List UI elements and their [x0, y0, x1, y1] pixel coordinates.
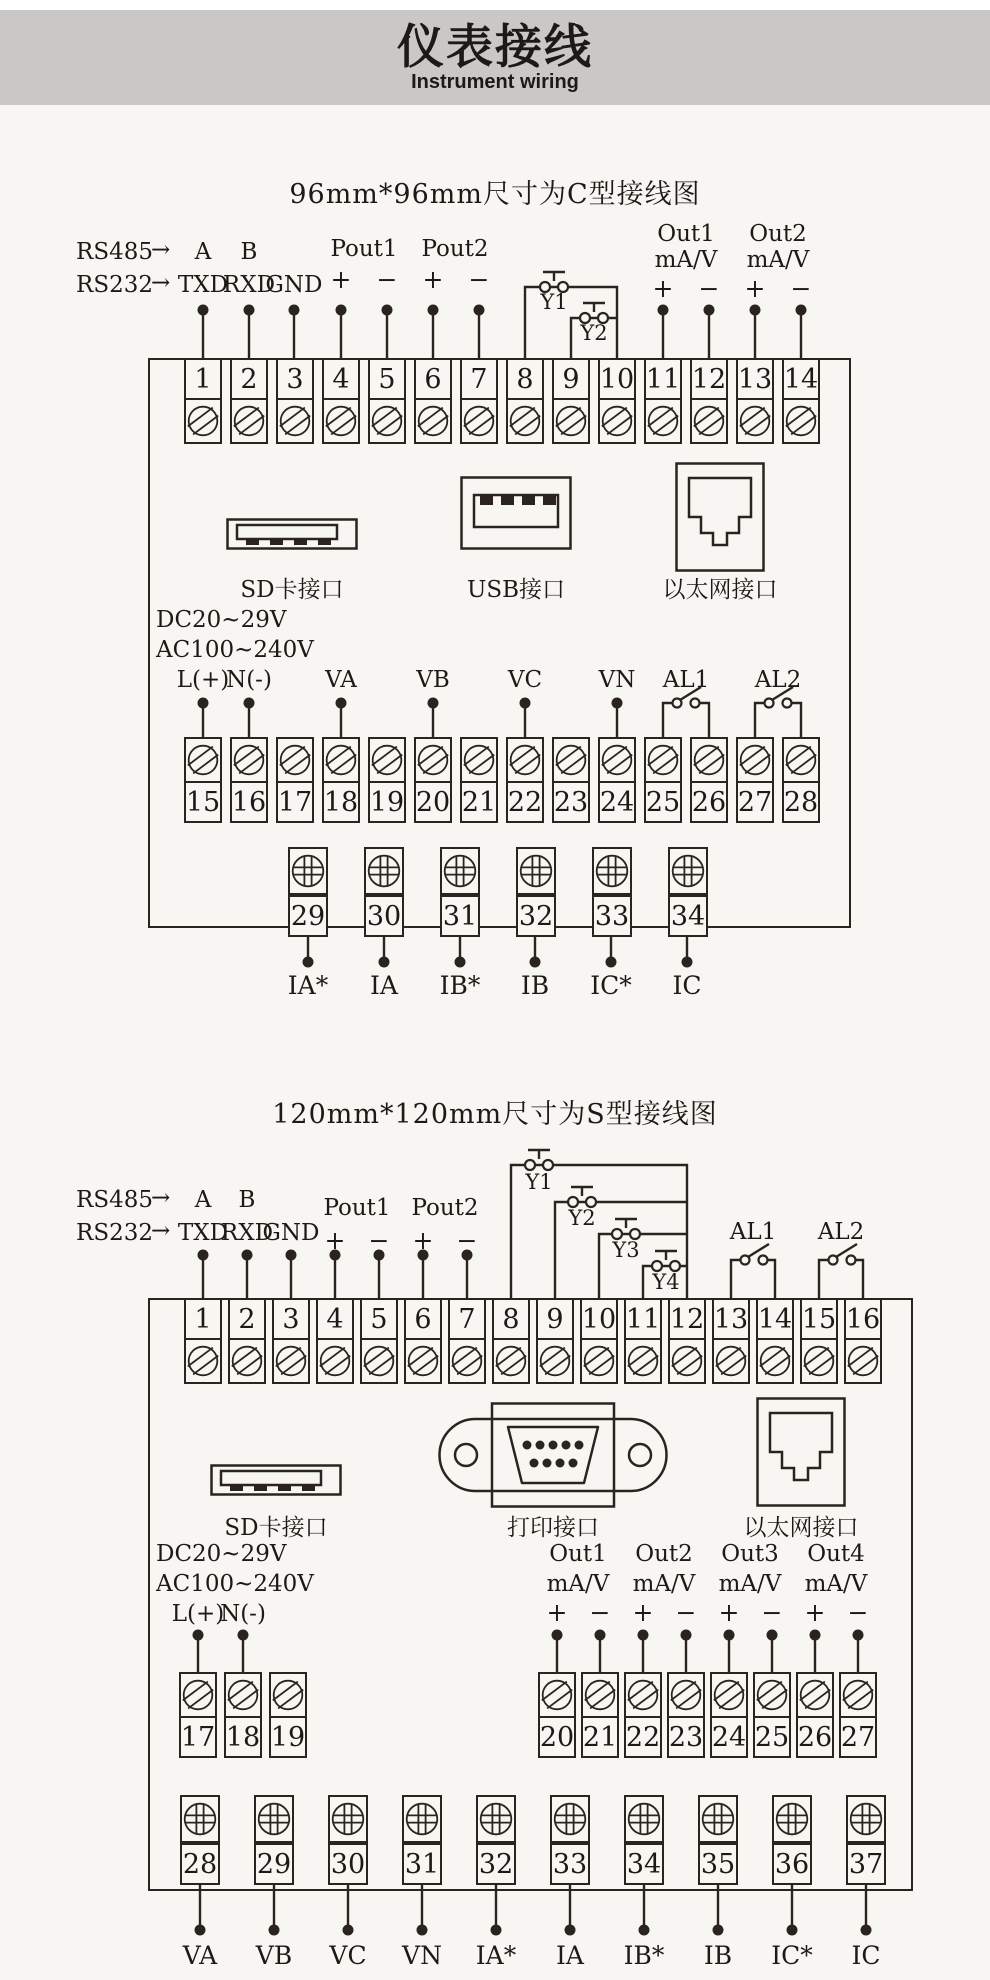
ct-label: IC	[672, 971, 702, 1000]
terminal-number: 5	[360, 1298, 398, 1340]
pout1-label: Pout1	[330, 236, 398, 262]
out1-unit: mA/V	[546, 1571, 610, 1597]
terminal-number: 34	[668, 895, 708, 937]
terminal-number: 18	[224, 1716, 262, 1758]
pout2-label: Pout2	[411, 1195, 479, 1221]
dc-power-label: DC20~29V	[156, 1541, 287, 1567]
terminal-number: 9	[536, 1298, 574, 1340]
relay-al1-icon	[663, 687, 709, 738]
al1-label: AL1	[662, 667, 710, 693]
out2-label: Out2	[749, 221, 807, 247]
terminal-number: 3	[276, 358, 314, 400]
terminal-number: 13	[736, 358, 774, 400]
al2-label: AL2	[817, 1219, 865, 1245]
terminal-number: 24	[710, 1716, 748, 1758]
minus-sign: −	[675, 1598, 697, 1627]
button-y1-label: Y1	[525, 1170, 553, 1194]
rs232-label: RS232	[76, 272, 153, 298]
sd-port-label: SD卡接口	[240, 577, 344, 603]
pin-label-txd: TXD	[177, 272, 229, 298]
ct-label: IB*	[439, 971, 481, 1000]
terminal-number: 28	[782, 781, 820, 823]
terminal-number: 22	[624, 1716, 662, 1758]
ct-label: IB	[703, 1941, 733, 1970]
pin-label-gnd: GND	[265, 272, 323, 298]
ct-label: VN	[402, 1941, 442, 1970]
diagram-s-type	[0, 1050, 990, 1980]
terminal-number: 9	[552, 358, 590, 400]
rs485-label: RS485	[76, 239, 153, 265]
plus-sign: +	[718, 1598, 740, 1627]
out1-unit: mA/V	[654, 247, 718, 273]
page-title: 仪表接线	[397, 20, 593, 73]
arrow-icon: →	[151, 237, 171, 263]
terminal-number: 25	[753, 1716, 791, 1758]
mid-wire-group	[193, 1630, 864, 1674]
ct-label: IC*	[771, 1941, 813, 1970]
dc-power-label: DC20~29V	[156, 607, 287, 633]
ct-label: IA	[370, 971, 398, 1000]
vc-label: VC	[507, 667, 543, 693]
relay-al2-icon	[819, 1244, 863, 1299]
out2-label: Out2	[635, 1541, 693, 1567]
pin-label-a: A	[194, 1187, 212, 1213]
top-margin	[0, 0, 990, 10]
terminal-number: 15	[184, 781, 222, 823]
button-y4-label: Y4	[652, 1270, 680, 1294]
terminal-number: 10	[580, 1298, 618, 1340]
terminal-number: 19	[269, 1716, 307, 1758]
terminal-number: 21	[460, 781, 498, 823]
pin-label-b: B	[238, 1187, 256, 1213]
terminal-number: 16	[230, 781, 268, 823]
terminal-number: 12	[690, 358, 728, 400]
terminal-number: 37	[846, 1843, 886, 1885]
ethernet-port-label: 以太网接口	[743, 1515, 859, 1541]
terminal-number: 19	[368, 781, 406, 823]
button-y1-label: Y1	[540, 290, 568, 314]
minus-sign: −	[368, 1226, 390, 1255]
terminal-number: 2	[228, 1298, 266, 1340]
arrow-icon: →	[151, 1185, 171, 1211]
neutral-label: N(-)	[226, 667, 272, 693]
terminal-number: 34	[624, 1843, 664, 1885]
diagram1-title: 96mm*96mm尺寸为C型接线图	[289, 179, 701, 210]
ct-label: IA	[556, 1941, 584, 1970]
pout2-label: Pout2	[421, 236, 489, 262]
line-label: L(+)	[171, 1601, 225, 1627]
terminal-number: 23	[667, 1716, 705, 1758]
minus-sign: −	[698, 274, 720, 303]
ct-label: IC	[851, 1941, 881, 1970]
terminal-number: 26	[796, 1716, 834, 1758]
sd-port-label: SD卡接口	[224, 1515, 328, 1541]
out4-unit: mA/V	[804, 1571, 868, 1597]
terminal-number: 29	[254, 1843, 294, 1885]
terminal-number: 31	[402, 1843, 442, 1885]
terminal-number: 20	[414, 781, 452, 823]
terminal-number: 20	[538, 1716, 576, 1758]
out1-label: Out1	[657, 221, 715, 247]
terminal-number: 35	[698, 1843, 738, 1885]
out3-unit: mA/V	[718, 1571, 782, 1597]
top-wire-group	[198, 1250, 473, 1300]
ct-wire-group	[303, 937, 693, 968]
terminal-number: 7	[460, 358, 498, 400]
plus-sign: +	[330, 265, 352, 294]
va-label: VA	[325, 667, 357, 693]
usb-port-label: USB接口	[466, 577, 566, 603]
terminal-number: 27	[839, 1716, 877, 1758]
rs232-label: RS232	[76, 1220, 153, 1246]
plus-sign: +	[546, 1598, 568, 1627]
rs485-label: RS485	[76, 1187, 153, 1213]
pout1-label: Pout1	[323, 1195, 391, 1221]
vb-label: VB	[416, 667, 450, 693]
terminal-number: 6	[404, 1298, 442, 1340]
ac-power-label: AC100~240V	[156, 637, 314, 663]
terminal-number: 10	[598, 358, 636, 400]
terminal-number: 33	[550, 1843, 590, 1885]
terminal-number: 7	[448, 1298, 486, 1340]
pin-label-txd: TXD	[177, 1220, 229, 1246]
terminal-number: 16	[844, 1298, 882, 1340]
printer-port-label: 打印接口	[507, 1515, 599, 1541]
al1-label: AL1	[729, 1219, 777, 1245]
out1-label: Out1	[549, 1541, 607, 1567]
page-header	[0, 10, 990, 105]
terminal-number: 32	[516, 895, 556, 937]
terminal-number: 13	[712, 1298, 750, 1340]
terminal-number: 32	[476, 1843, 516, 1885]
arrow-icon: →	[151, 1218, 171, 1244]
plus-sign: +	[324, 1226, 346, 1255]
minus-sign: −	[468, 265, 490, 294]
terminal-number: 2	[230, 358, 268, 400]
minus-sign: −	[376, 265, 398, 294]
pin-label-gnd: GND	[262, 1220, 320, 1246]
ct-label: IB	[520, 971, 550, 1000]
terminal-number: 22	[506, 781, 544, 823]
minus-sign: −	[847, 1598, 869, 1627]
terminal-number: 23	[552, 781, 590, 823]
out4-label: Out4	[807, 1541, 865, 1567]
page-subtitle: Instrument wiring	[411, 71, 579, 93]
minus-sign: −	[790, 274, 812, 303]
button-y2-label: Y2	[568, 1206, 596, 1230]
relay-al1-icon	[731, 1244, 775, 1299]
terminal-number: 25	[644, 781, 682, 823]
terminal-number: 14	[782, 358, 820, 400]
terminal-number: 24	[598, 781, 636, 823]
plus-sign: +	[422, 265, 444, 294]
terminal-number: 14	[756, 1298, 794, 1340]
terminal-number: 17	[276, 781, 314, 823]
ct-label: IA*	[287, 971, 329, 1000]
terminal-number: 1	[184, 358, 222, 400]
terminal-number: 8	[506, 358, 544, 400]
terminal-number: 15	[800, 1298, 838, 1340]
terminal-number: 33	[592, 895, 632, 937]
terminal-number: 11	[624, 1298, 662, 1340]
terminal-number: 27	[736, 781, 774, 823]
arrow-icon: →	[151, 270, 171, 296]
terminal-number: 18	[322, 781, 360, 823]
ethernet-port-label: 以太网接口	[662, 577, 778, 603]
terminal-number: 17	[179, 1716, 217, 1758]
terminal-number: 5	[368, 358, 406, 400]
line-label: L(+)	[176, 667, 230, 693]
ct-label: IB*	[623, 1941, 665, 1970]
terminal-number: 31	[440, 895, 480, 937]
terminal-number: 3	[272, 1298, 310, 1340]
mid-wire-group	[198, 698, 623, 739]
pin-label-rxd: RXD	[220, 1220, 274, 1246]
terminal-number: 4	[316, 1298, 354, 1340]
minus-sign: −	[761, 1598, 783, 1627]
plus-sign: +	[412, 1226, 434, 1255]
terminal-number: 6	[414, 358, 452, 400]
pin-label-rxd: RXD	[222, 272, 276, 298]
ct-label: IC*	[590, 971, 632, 1000]
terminal-number: 30	[328, 1843, 368, 1885]
ac-power-label: AC100~240V	[156, 1571, 314, 1597]
plus-sign: +	[652, 274, 674, 303]
pin-label-a: A	[194, 239, 212, 265]
terminal-number: 28	[180, 1843, 220, 1885]
terminal-number: 36	[772, 1843, 812, 1885]
ct-label: IA*	[475, 1941, 517, 1970]
terminal-number: 29	[288, 895, 328, 937]
plus-sign: +	[804, 1598, 826, 1627]
terminal-number: 4	[322, 358, 360, 400]
diagram2-title: 120mm*120mm尺寸为S型接线图	[272, 1099, 718, 1130]
minus-sign: −	[589, 1598, 611, 1627]
ct-label: VA	[182, 1941, 218, 1970]
terminal-number: 30	[364, 895, 404, 937]
plus-sign: +	[632, 1598, 654, 1627]
out2-unit: mA/V	[746, 247, 810, 273]
terminal-number: 21	[581, 1716, 619, 1758]
ct-wire-group	[195, 1885, 872, 1936]
diagram-c-type	[0, 140, 990, 1020]
top-wire-group	[198, 305, 807, 360]
out3-label: Out3	[721, 1541, 779, 1567]
vn-label: VN	[598, 667, 636, 693]
ct-label: VB	[255, 1941, 293, 1970]
terminal-number: 26	[690, 781, 728, 823]
pin-label-b: B	[240, 239, 258, 265]
terminal-number: 1	[184, 1298, 222, 1340]
minus-sign: −	[456, 1226, 478, 1255]
plus-sign: +	[744, 274, 766, 303]
ct-label: VC	[329, 1941, 367, 1970]
al2-label: AL2	[754, 667, 802, 693]
neutral-label: N(-)	[220, 1601, 266, 1627]
terminal-number: 11	[644, 358, 682, 400]
terminal-number: 12	[668, 1298, 706, 1340]
relay-al2-icon	[755, 687, 801, 738]
out2-unit: mA/V	[632, 1571, 696, 1597]
button-y3-label: Y3	[612, 1238, 640, 1262]
terminal-number: 8	[492, 1298, 530, 1340]
button-y2-label: Y2	[580, 321, 608, 345]
